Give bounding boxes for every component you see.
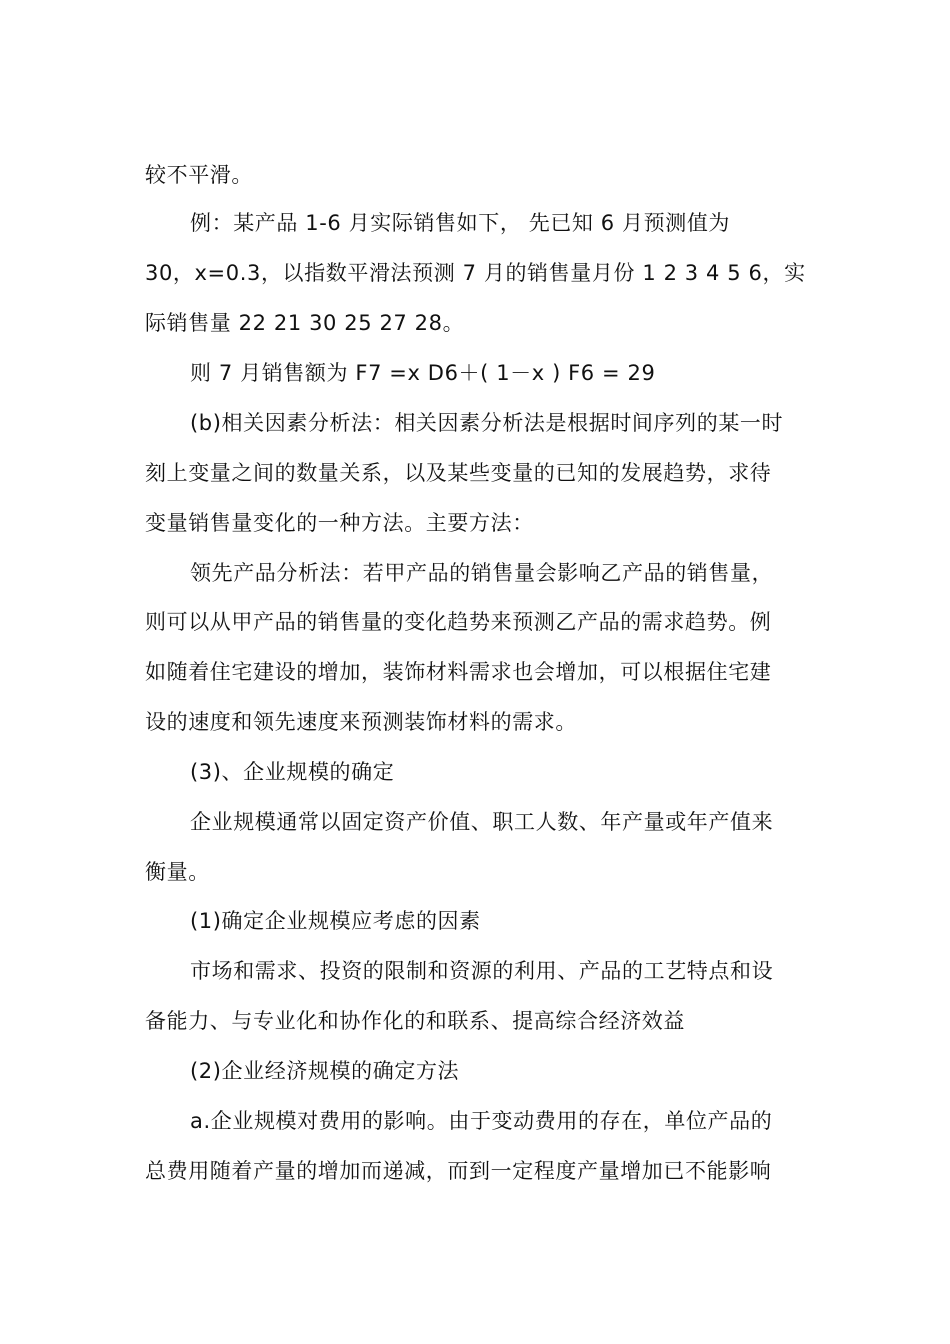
- text-line: 总费用随着产量的增加而递减，而到一定程度产量增加已不能影响: [145, 1159, 772, 1183]
- text-line: 则可以从甲产品的销售量的变化趋势来预测乙产品的需求趋势。例: [145, 610, 772, 634]
- text-line: 市场和需求、投资的限制和资源的利用、产品的工艺特点和设: [190, 959, 774, 983]
- subsection-heading: (2)企业经济规模的确定方法: [190, 1059, 460, 1083]
- subsection-heading: (1)确定企业规模应考虑的因素: [190, 909, 481, 933]
- text-line: 较不平滑。: [145, 163, 253, 187]
- text-line: 际销售量 22 21 30 25 27 28。: [145, 311, 465, 335]
- text-line: 则 7 月销售额为 F7 =x D6＋( 1－x ) F6 = 29: [190, 361, 656, 385]
- text-line: 领先产品分析法：若甲产品的销售量会影响乙产品的销售量，: [190, 561, 774, 585]
- text-line: 如随着住宅建设的增加，装饰材料需求也会增加，可以根据住宅建: [145, 660, 772, 684]
- text-line: 衡量。: [145, 860, 210, 884]
- section-heading: (3)、企业规模的确定: [190, 760, 395, 784]
- text-line: 例：某产品 1-6 月实际销售如下， 先已知 6 月预测值为: [190, 211, 731, 235]
- text-line: (b)相关因素分析法：相关因素分析法是根据时间序列的某一时: [190, 411, 784, 435]
- text-line: 30，x=0.3，以指数平滑法预测 7 月的销售量月份 1 2 3 4 5 6，实: [145, 261, 806, 285]
- text-line: a.企业规模对费用的影响。由于变动费用的存在，单位产品的: [190, 1109, 773, 1133]
- text-line: 刻上变量之间的数量关系，以及某些变量的已知的发展趋势，求待: [145, 461, 772, 485]
- text-line: 企业规模通常以固定资产价值、职工人数、年产量或年产值来: [190, 810, 774, 834]
- text-line: 变量销售量变化的一种方法。主要方法：: [145, 511, 534, 535]
- text-line: 设的速度和领先速度来预测装饰材料的需求。: [145, 710, 577, 734]
- text-line: 备能力、与专业化和协作化的和联系、提高综合经济效益: [145, 1009, 685, 1033]
